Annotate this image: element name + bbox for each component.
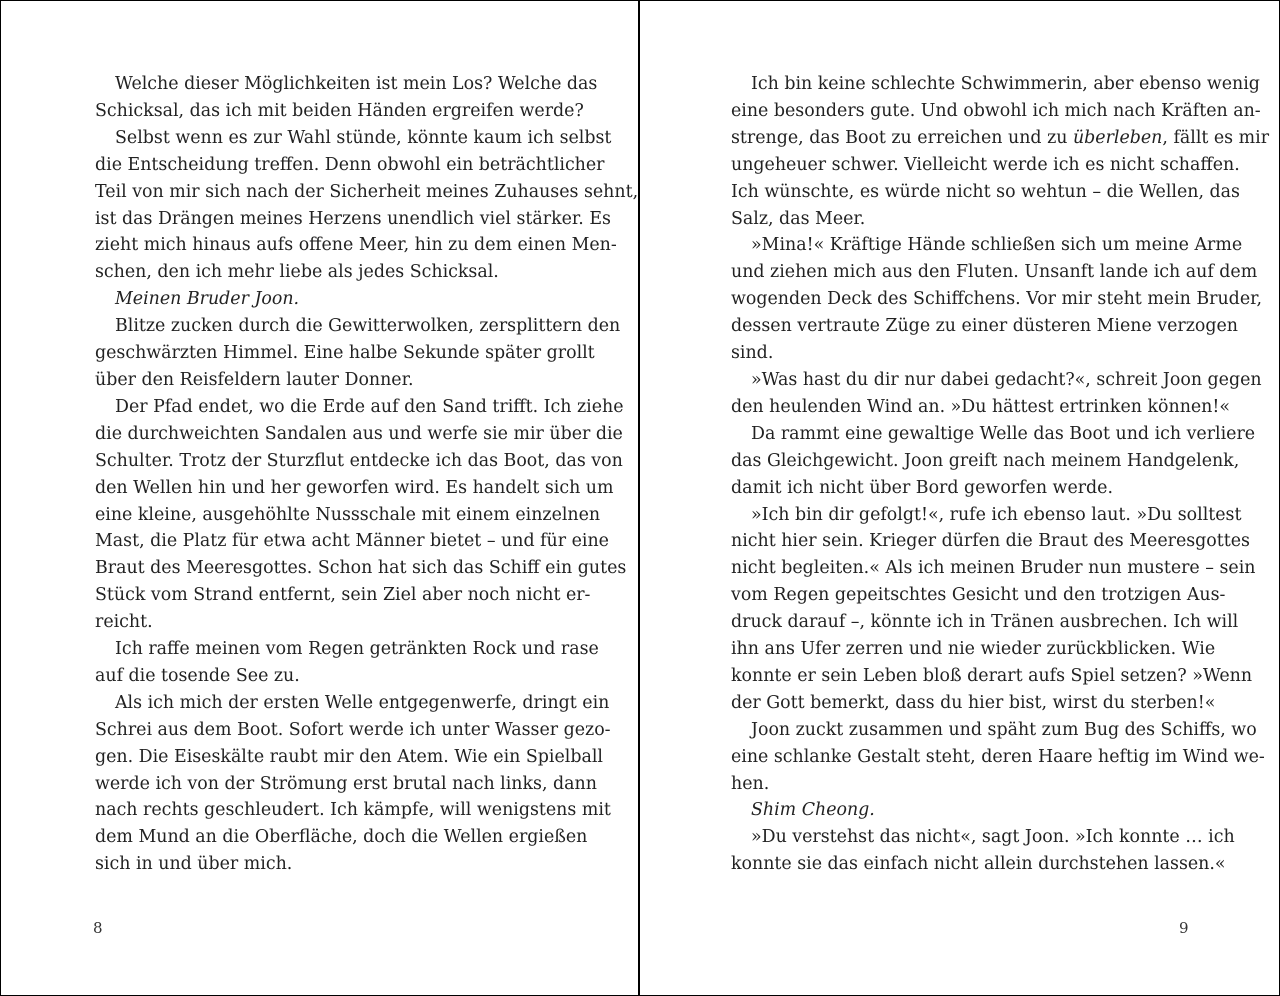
text-line: »Mina!« Kräftige Hände schließen sich um meine Arme [751,235,1243,256]
text-line: Joon zuckt zusammen und späht zum Bug des Schiffs, wo [751,719,1257,740]
text-line: konnte er sein Leben bloß derart aufs Spiel setzen? »Wenn [731,665,1253,686]
text-line: werde ich von der Strömung erst brutal nach links, dann [95,773,597,794]
text-line: ist das Drängen meines Herzens unendlich viel stärker. Es [95,208,611,229]
text-line: druck darauf –, könnte ich in Tränen ausbrechen. Ich will [731,612,1239,633]
text-line: zieht mich hinaus aufs offene Meer, hin zu dem einen Men- [95,235,617,256]
text-line: nach rechts geschleudert. Ich kämpfe, will wenigstens mit [95,800,611,821]
page-number-left: 8 [93,919,103,937]
text-line: die durchweichten Sandalen aus und werfe sie mir über die [95,423,623,444]
text-line: Selbst wenn es zur Wahl stünde, könnte kaum ich selbst [115,127,612,148]
text-line: eine kleine, ausgehöhlte Nussschale mit einem einzelnen [95,504,601,525]
text-line: Ich wünschte, es würde nicht so wehtun – die Wellen, das [731,181,1240,202]
text-line: Ich bin keine schlechte Schwimmerin, aber ebenso wenig [751,74,1260,94]
text-line: Stück vom Strand entfernt, sein Ziel aber noch nicht er- [95,585,591,606]
text-line: Meinen Bruder Joon. [115,289,300,310]
text-line: Blitze zucken durch die Gewitterwolken, zersplittern den [115,316,621,337]
text-line: »Du verstehst das nicht«, sagt Joon. »Ich konnte … ich [751,827,1235,848]
text-line: das Gleichgewicht. Joon greift nach meinem Handgelenk, [731,450,1240,471]
text-line: eine schlanke Gestalt steht, deren Haare heftig im Wind we- [731,746,1265,767]
text-line: nicht hier sein. Krieger dürfen die Braut des Meeresgottes [731,531,1250,552]
text-line: vom Regen gepeitschtes Gesicht und den trotzigen Aus- [731,585,1226,606]
text-line: sich in und über mich. [95,854,293,875]
text-line: Braut des Meeresgottes. Schon hat sich das Schiff ein gutes [95,558,627,579]
text-line: auf die tosende See zu. [95,665,300,686]
left-page-text [95,71,639,878]
text-line: den heulenden Wind an. »Du hättest ertrinken können!« [731,396,1231,417]
text-line: »Was hast du dir nur dabei gedacht?«, schreit Joon gegen [751,369,1262,390]
text-line: eine besonders gute. Und obwohl ich mich nach Kräften an- [731,100,1261,121]
text-line: ihn ans Ufer zerren und nie wieder zurückblicken. Wie [731,639,1216,660]
text-line: dem Mund an die Oberfläche, doch die Wellen ergießen [95,827,588,848]
text-line: Der Pfad endet, wo die Erde auf den Sand trifft. Ich ziehe [115,396,624,417]
right-page [641,1,1280,995]
text-line: gen. Die Eiseskälte raubt mir den Atem. Wie ein Spielball [95,746,603,767]
text-line: ungeheuer schwer. Vielleicht werde ich es nicht schaffen. [731,154,1240,175]
text-line: dessen vertraute Züge zu einer düsteren Miene verzogen [731,316,1238,337]
page-number-right: 9 [1179,919,1189,937]
text-line: konnte sie das einfach nicht allein durchstehen lassen.« [731,854,1226,875]
text-line: Schrei aus dem Boot. Sofort werde ich unter Wasser gezo- [95,719,611,740]
text-line: und ziehen mich aus den Fluten. Unsanft lande ich auf dem [731,262,1258,283]
text-line: Welche dieser Möglichkeiten ist mein Los? Welche das [115,74,598,94]
text-line: strenge, das Boot zu erreichen und zu überleben, fällt es mir [731,127,1270,148]
text-line: der Gott bemerkt, dass du hier bist, wirst du sterben!« [731,692,1216,713]
text-line: »Ich bin dir gefolgt!«, rufe ich ebenso laut. »Du solltest [751,504,1242,525]
text-line: über den Reisfeldern lauter Donner. [95,369,414,390]
text-line: reicht. [95,612,153,633]
text-line: den Wellen hin und her geworfen wird. Es handelt sich um [95,477,614,498]
text-line: Ich raffe meinen vom Regen getränkten Rock und rase [115,639,599,660]
text-line: Shim Cheong. [751,800,875,821]
text-line: wogenden Deck des Schiffchens. Vor mir steht mein Bruder, [731,289,1263,310]
right-page-text [731,71,1270,878]
text-line: Als ich mich der ersten Welle entgegenwerfe, dringt ein [115,692,610,713]
text-line: damit ich nicht über Bord geworfen werde. [731,477,1113,498]
text-line: nicht begleiten.« Als ich meinen Bruder nun mustere – sein [731,558,1256,579]
text-line: Teil von mir sich nach der Sicherheit meines Zuhauses sehnt, [95,181,639,202]
text-line: hen. [731,773,770,794]
text-line: die Entscheidung treffen. Denn obwohl ein beträchtlicher [95,154,605,175]
left-page [1,1,640,995]
text-line: sind. [731,343,774,364]
text-line: Schulter. Trotz der Sturzflut entdecke ich das Boot, das von [95,450,623,471]
text-line: Schicksal, das ich mit beiden Händen ergreifen werde? [95,100,584,121]
text-line: geschwärzten Himmel. Eine halbe Sekunde später grollt [95,343,595,364]
text-line: Da rammt eine gewaltige Welle das Boot und ich verliere [751,423,1256,444]
text-line: schen, den ich mehr liebe als jedes Schicksal. [95,262,499,283]
text-line: Salz, das Meer. [731,208,866,229]
text-line: Mast, die Platz für etwa acht Männer bietet – und für eine [95,531,609,552]
